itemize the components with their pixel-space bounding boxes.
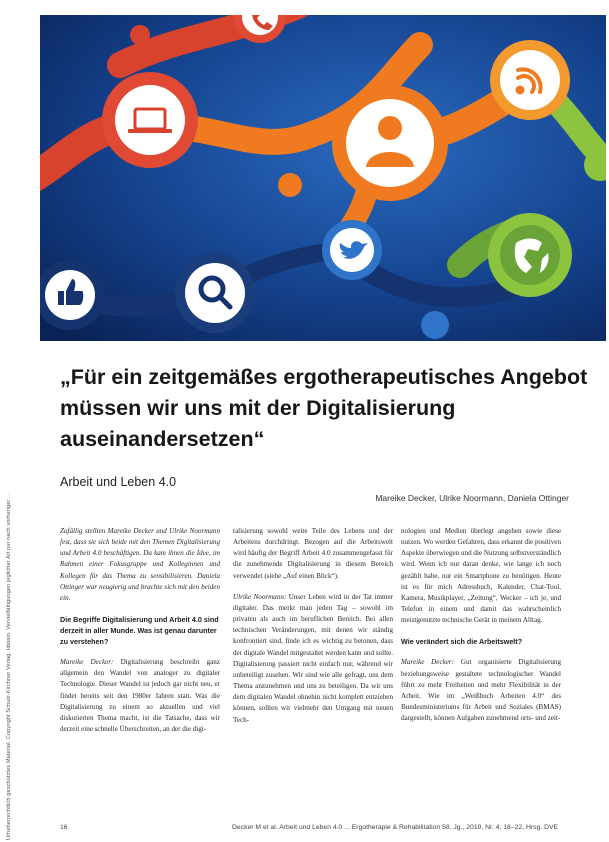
laptop-node [102, 72, 198, 168]
body-paragraph: talisierung sowohl weite Teile des Lebens und der Arbeitens durchdringt. Bezogen auf die Arbeitswelt wird häufig der Begriff Arbeit 4.0 zusammengefasst für die zunehmende Digitalisierung in diesem Bereich verwendet (siehe „Auf einen Blick“). [233, 527, 393, 580]
authors-line: Mareike Decker, Ulrike Noormann, Daniela Ottinger [375, 493, 569, 503]
body-paragraph: nologien und Medien überlegt angehen sowie diese nutzen. Wo werden Gefahren, dass erkannt die positiven Aspekte überwiegen und die Nutzung selbstverständlich wird. Wenn ich nur daran denke, wie lange ich noch gezählt habe, nur ein Smartphone zu benötigen. Heute ist es für mich Adressbuch, Kalender, Chat-Tool, Kamera, Musikplayer, „Zeitung“, Wecker – ich je, und Telefon in einem und damit das wahrscheinlich meistgenutzte technische Gerät in meinem Alltag. [401, 527, 561, 625]
citation-footer: Decker M et al. Arbeit und Leben 4.0 ... Ergotherapie & Rehabilitation 58. Jg., 2019, Nr. 4, 18–22, Hrsg. DVE [232, 824, 559, 831]
answer-paragraph [233, 592, 393, 726]
answer-text: Gut organisierte Digitalisierung beziehungsweise gestaltete technologischer Wandel führt zu mehr Freiheiten und mehr Flexibilität in der Arbeit. Wie im „Weißbuch Arbeiten 4.0“ des Bundesministeriums für Arbeit und Soziales (BMAS) dargestellt, können Aufgaben zunehmend orts- und zeit- [401, 658, 561, 723]
globe-node [488, 213, 572, 297]
text-column-2 [233, 526, 393, 736]
answer-text: Unser Leben wird in der Tat immer digitaler. Das merkt man jeden Tag – sowohl im privaten als auch im beruflichen Bereich. Bei allen technischen Veränderungen, mit denen wir ständig konfrontiert sind, finde ich es wichtig zu betonen, dass der digitale Wandel mitgestaltet werden kann und sollte. Digitalisierung passiert nicht einfach nur, während wir unbeteiligt zusehen. Wir sind wie alle gefragt, uns dem Thema anzunehmen und uns zu beteiligen. Da wir uns dem digitalen Wandel ohnehin nicht komplett entziehen können, sollten wir vielmehr den Umgang mit neuen Tech- [233, 592, 393, 724]
wifi-node [490, 40, 570, 120]
twitter-node [322, 220, 382, 280]
text-column-3 [401, 526, 561, 734]
copyright-side-note: Urheberrechtlich geschütztes Material. Copyright Schulz-Kirchner Verlag. Idstein. Vervielfältigungen jeglicher Art nur nach vorheriger ... [6, 492, 12, 840]
speaker-name: Mareike Decker: [401, 658, 455, 667]
intro-paragraph: Zufällig stellten Mareike Decker und Ulrike Noormann fest, dass sie sich beide mit den Themen Digitalisierung und Arbeit 4.0 beschäftigen. Da kam ihnen die Idee, im Rahmen einer Fokusgruppe und Kolleginnen und Kollegen für das Thema zu sensibilisieren. Daniela Ottinger war neugierig und brachte sich mit den beiden ein. [60, 527, 220, 602]
answer-paragraph [60, 657, 220, 735]
speaker-name: Ulrike Noormann: [233, 592, 287, 601]
article-title: „Für ein zeitgemäßes ergotherapeutisches Angebot müssen wir uns mit der Digitalisierung auseinandersetzen“ [60, 365, 588, 451]
article-subtitle: Arbeit und Leben 4.0 [60, 475, 177, 489]
magnifier-node [175, 253, 255, 333]
interview-question: Wie verändert sich die Arbeitswelt? [401, 637, 523, 647]
interview-question: Die Begriffe Digitalisierung und Arbeit 4.0 sind derzeit in aller Munde. Was ist genau darunter zu verstehen? [60, 615, 219, 647]
hero-illustration [40, 15, 606, 341]
answer-paragraph [401, 657, 561, 724]
answer-text: Digitalisierung beschreibt ganz allgemein den Wandel von analoger zu digitaler Technologie. Dieser Wandel ist jedoch gar nicht neu, er findet bereits seit den 1980er Jahren statt. Was die Digitalisierung zu einem so aktuellen und viel diskutierten Thema macht, ist die Tatsache, dass wir derzeit eine schnelle Überschreiten, an der die digi- [60, 658, 220, 734]
page-number: 16 [60, 824, 68, 831]
speaker-name: Mareike Decker: [60, 658, 114, 667]
person-node [332, 85, 448, 201]
text-column-1 [60, 526, 220, 745]
